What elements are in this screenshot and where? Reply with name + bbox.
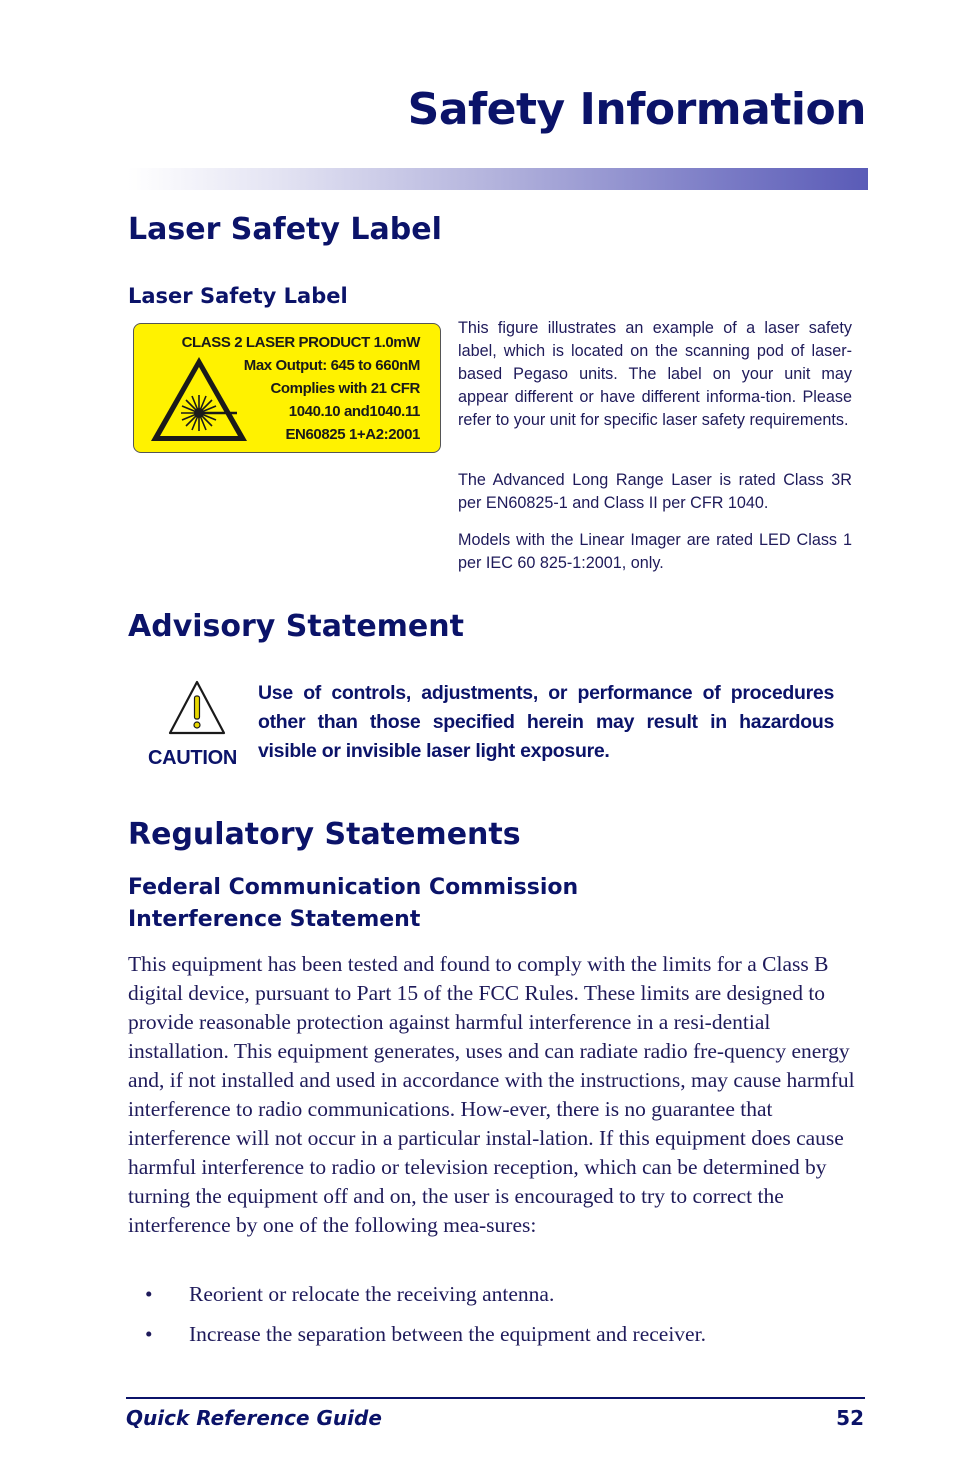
regulatory-section-heading: Regulatory Statements bbox=[128, 817, 521, 852]
label-line: 1040.10 and1040.11 bbox=[288, 403, 420, 420]
laser-description-paragraph: This figure illustrates an example of a laser safety label, which is located on the scanning pod of laser-based Pegaso units. The label on your unit may appear different or have different informa-tion. Please refer to your unit for specific laser safety requirements. bbox=[458, 319, 852, 429]
advisory-section-heading: Advisory Statement bbox=[128, 609, 464, 644]
caution-statement: Use of controls, adjustments, or performance of procedures other than those specified herein may result in hazardous visible or invisible laser light exposure. bbox=[258, 682, 834, 762]
fcc-subheading-line2: Interference Statement bbox=[128, 907, 421, 932]
bullet-marker: • bbox=[145, 1282, 153, 1306]
laser-class-paragraph: The Advanced Long Range Laser is rated Class 3R per EN60825-1 and Class II per CFR 1040. bbox=[458, 471, 852, 512]
imager-class-paragraph: Models with the Linear Imager are rated LED Class 1 per IEC 60 825-1:2001, only. bbox=[458, 531, 852, 572]
fcc-subheading-line1: Federal Communication Commission bbox=[128, 875, 579, 900]
caution-label: CAUTION bbox=[148, 747, 238, 769]
laser-section-heading: Laser Safety Label bbox=[128, 212, 442, 247]
bullet-text: Reorient or relocate the receiving antenna. bbox=[189, 1282, 555, 1306]
fcc-statement-paragraph: This equipment has been tested and found to comply with the limits for a Class B digital device, pursuant to Part 15 of the FCC Rules. These limits are designed to provide reasonable protection against harmful interference in a resi-dential installation. This equipment generates, uses and can radiate radio fre-quency energy and, if not installed and used in accordance with the instructions, may cause harmful interference to radio communications. How-ever, there is no guarantee that interference will not occur in a particular instal-lation. If this equipment does cause harmful interference to radio or television reception, which can be determined by turning the equipment off and on, the user is encouraged to try to correct the interference by one of the following mea-sures: bbox=[128, 952, 855, 1237]
label-line: Complies with 21 CFR bbox=[270, 380, 420, 397]
list-item bbox=[128, 1320, 868, 1349]
page-title: Safety Information bbox=[407, 84, 866, 135]
label-line: EN60825 1+A2:2001 bbox=[285, 426, 420, 443]
laser-label-subheading: Laser Safety Label bbox=[128, 284, 348, 308]
caution-triangle-icon bbox=[168, 680, 226, 736]
bullet-text: Increase the separation between the equipment and receiver. bbox=[189, 1322, 706, 1346]
list-item bbox=[128, 1280, 868, 1309]
page-number: 52 bbox=[836, 1406, 864, 1430]
label-line: CLASS 2 LASER PRODUCT 1.0mW bbox=[181, 334, 420, 351]
label-line: Max Output: 645 to 660nM bbox=[243, 357, 420, 374]
title-gradient-bar bbox=[128, 168, 868, 190]
footer-divider bbox=[126, 1397, 865, 1399]
laser-safety-label-figure bbox=[133, 323, 441, 453]
laser-hazard-warning-icon bbox=[149, 355, 249, 443]
footer-guide-name: Quick Reference Guide bbox=[126, 1406, 382, 1430]
bullet-marker: • bbox=[145, 1322, 153, 1346]
